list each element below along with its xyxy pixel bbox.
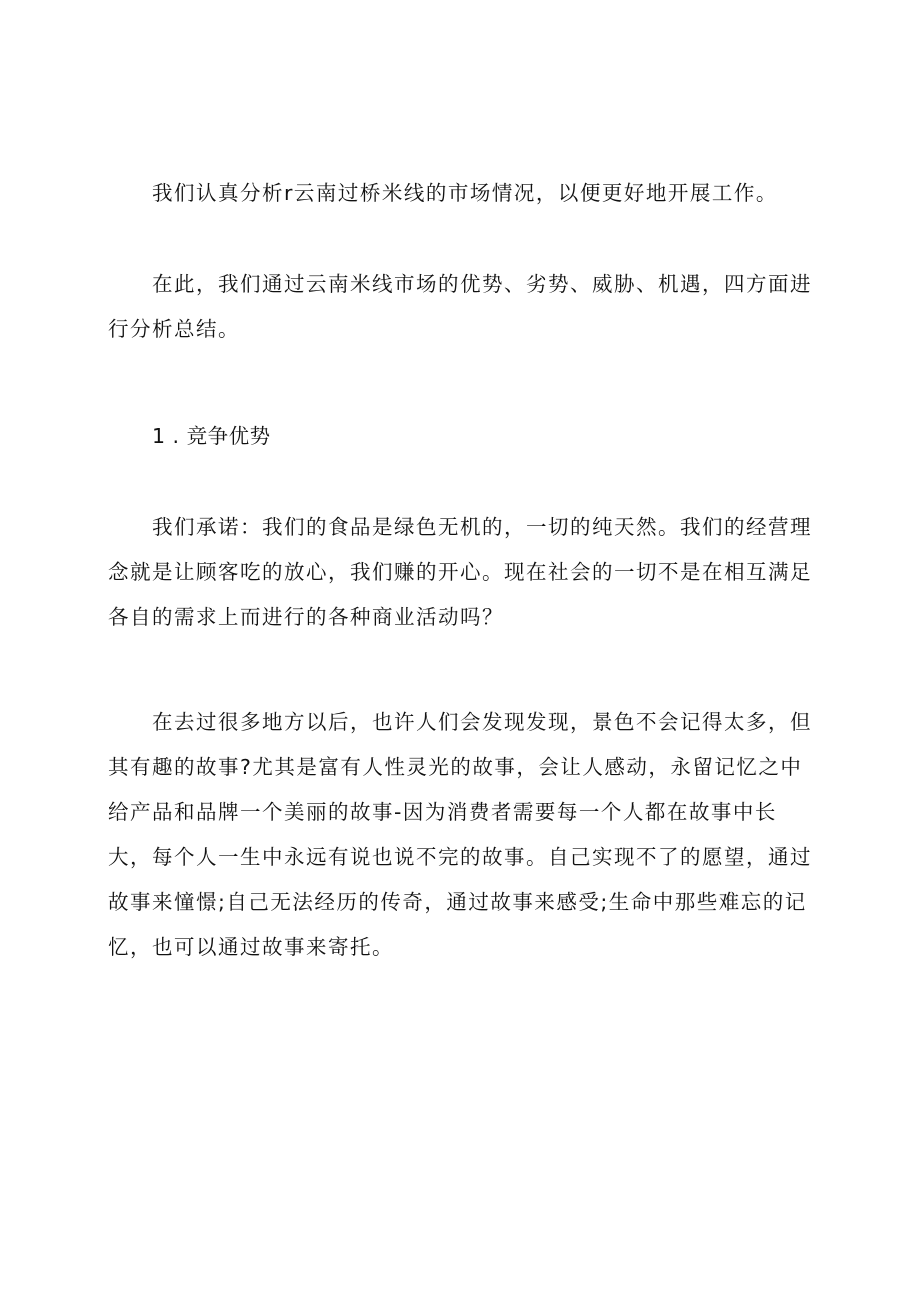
paragraph-line: 在此，我们通过云南米线市场的优势、劣势、威胁、机遇，四方面进	[152, 272, 812, 296]
paragraph-line: 故事来憧憬;自己无法经历的传奇，通过故事来感受;生命中那些难忘的记	[108, 890, 807, 914]
paragraph-line: 忆，也可以通过故事来寄托。	[108, 935, 394, 959]
section-heading-text: 1 . 竞争优势	[152, 424, 271, 448]
section-heading	[0, 414, 920, 459]
paragraph-story	[0, 700, 920, 970]
paragraph-line: 各自的需求上而进行的各种商业活动吗？	[108, 605, 504, 629]
paragraph-line: 在去过很多地方以后，也许人们会发现发现，景色不会记得太多，但	[152, 710, 812, 734]
paragraph-line: 其有趣的故事?尤其是富有人性灵光的故事，会让人感动，永留记忆之中	[108, 755, 803, 779]
paragraph-line: 我们承诺：我们的食品是绿色无机的，一切的纯天然。我们的经营理	[152, 515, 812, 539]
paragraph-line: 行分析总结。	[108, 317, 240, 341]
paragraph-promise	[0, 505, 920, 640]
paragraph-analysis-scope	[0, 262, 920, 352]
paragraph-line: 念就是让顾客吃的放心，我们赚的开心。现在社会的一切不是在相互满足	[108, 560, 812, 584]
paragraph-intro	[0, 171, 920, 216]
paragraph-line: 大，每个人一生中永远有说也说不完的故事。自己实现不了的愿望，通过	[108, 845, 812, 869]
paragraph-line: 给产品和品牌一个美丽的故事-因为消费者需要每一个人都在故事中长	[108, 800, 777, 824]
paragraph-line: 我们认真分析r云南过桥米线的市场情况，以便更好地开展工作。	[152, 181, 778, 205]
